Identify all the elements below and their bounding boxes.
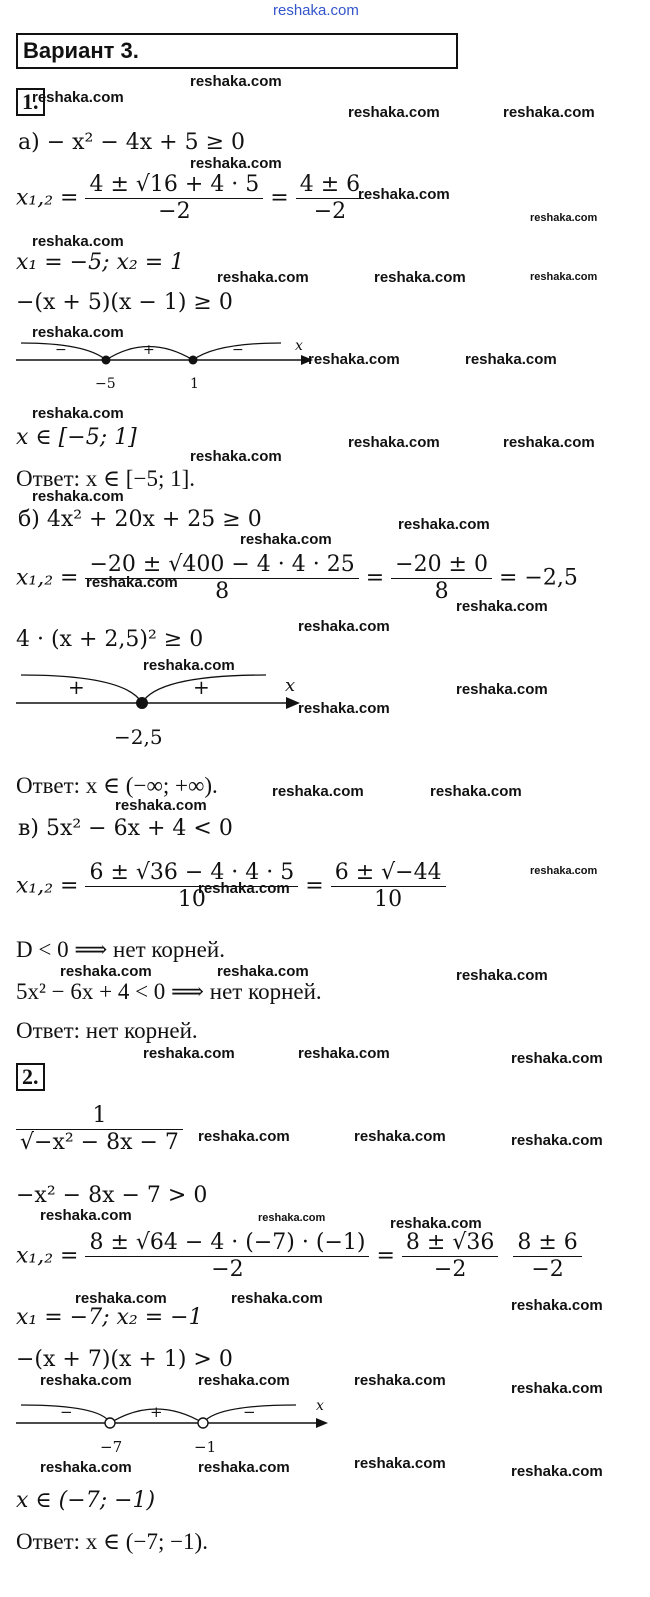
- point-label-1a-1: −5: [95, 376, 116, 392]
- watermark: reshaka.com: [298, 700, 390, 717]
- watermark: reshaka.com: [86, 574, 178, 591]
- task1a-factored: −(x + 5)(x − 1) ≥ 0: [16, 290, 233, 315]
- watermark: reshaka.com: [511, 1132, 603, 1149]
- task2-expression: [16, 1103, 183, 1156]
- fraction: $\frac{-20 \pm 0}{8}$: [391, 552, 492, 605]
- roots-label: x₁,₂ =: [16, 873, 79, 899]
- fraction: $\frac{8 \pm 6}{-2}$: [513, 1230, 581, 1283]
- task1b-result: = −2,5: [499, 565, 578, 591]
- task-number-1: 1.: [16, 88, 45, 116]
- variant-title: Вариант 3.: [23, 38, 139, 63]
- watermark: reshaka.com: [32, 324, 124, 341]
- task2-condition: −x² − 8x − 7 > 0: [16, 1183, 208, 1208]
- watermark: reshaka.com: [40, 1459, 132, 1476]
- watermark: reshaka.com: [348, 434, 440, 451]
- task2-roots: x₁ = −7; x₂ = −1: [16, 1305, 203, 1330]
- task2-answer: Ответ: x ∈ (−7; −1).: [16, 1529, 208, 1554]
- watermark: reshaka.com: [354, 1455, 446, 1472]
- watermark: reshaka.com: [272, 783, 364, 800]
- task1b-problem: б) 4x² + 20x + 25 ≥ 0: [18, 507, 262, 532]
- task1a-roots: x₁ = −5; x₂ = 1: [16, 250, 185, 275]
- task1b-roots-formula: x₁,₂ = $\frac{-20 \pm √400 - 4 \cdot 4 \cdot 25}{8}$ = $\frac{-20 \pm 0}{8}$ = −2,5: [16, 552, 578, 604]
- sign-1a-left: −: [55, 342, 67, 358]
- watermark: reshaka.com: [198, 880, 290, 897]
- watermark: reshaka.com: [198, 1459, 290, 1476]
- watermark: reshaka.com: [456, 598, 548, 615]
- sign-1a-mid: +: [143, 342, 155, 358]
- watermark: reshaka.com: [190, 448, 282, 465]
- axis-label-2: x: [316, 1398, 324, 1414]
- watermark: reshaka.com: [503, 104, 595, 121]
- task1b-answer: Ответ: x ∈ (−∞; +∞).: [16, 773, 218, 798]
- watermark: reshaka.com: [240, 531, 332, 548]
- task1c-problem: в) 5x² − 6x + 4 < 0: [18, 816, 233, 841]
- sign-1b-right: +: [193, 675, 210, 699]
- roots-label: x₁,₂ =: [16, 1243, 79, 1269]
- fraction: $\frac{4 \pm 6}{-2}$: [296, 172, 364, 225]
- watermark: reshaka.com: [32, 488, 124, 505]
- task1c-discriminant: D < 0 ⟹ нет корней.: [16, 937, 225, 962]
- watermark: reshaka.com: [354, 1128, 446, 1145]
- watermark: reshaka.com: [298, 1045, 390, 1062]
- watermark: reshaka.com: [390, 1215, 482, 1232]
- watermark: reshaka.com: [354, 1372, 446, 1389]
- site-header-link[interactable]: reshaka.com: [273, 2, 359, 19]
- roots-label: x₁,₂ =: [16, 185, 79, 211]
- watermark: reshaka.com: [530, 212, 598, 224]
- number-line-1b: [16, 670, 316, 730]
- watermark: reshaka.com: [217, 963, 309, 980]
- sign-2-mid: +: [150, 1403, 163, 1421]
- watermark: reshaka.com: [190, 73, 282, 90]
- watermark: reshaka.com: [511, 1297, 603, 1314]
- fraction: $\frac{6 \pm √36 - 4 \cdot 4 \cdot 5}{10}$: [85, 860, 298, 913]
- watermark: reshaka.com: [198, 1372, 290, 1389]
- watermark: reshaka.com: [190, 155, 282, 172]
- point-label-1a-2: 1: [190, 376, 199, 392]
- watermark: reshaka.com: [374, 269, 466, 286]
- fraction: $\frac{4 \pm √16 + 4 \cdot 5}{-2}$: [85, 172, 263, 225]
- watermark: reshaka.com: [511, 1380, 603, 1397]
- watermark: reshaka.com: [358, 186, 450, 203]
- point-label-2-2: −1: [194, 1438, 217, 1456]
- watermark: reshaka.com: [32, 405, 124, 422]
- task1c-answer: Ответ: нет корней.: [16, 1018, 198, 1043]
- task1c-conclusion: 5x² − 6x + 4 < 0 ⟹ нет корней.: [16, 979, 322, 1004]
- watermark: reshaka.com: [115, 797, 207, 814]
- task2-factored: −(x + 7)(x + 1) > 0: [16, 1347, 233, 1372]
- roots-label: x₁,₂ =: [16, 565, 79, 591]
- point-label-1b: −2,5: [114, 725, 163, 749]
- fraction: $\frac{8 \pm √36}{-2}$: [402, 1230, 498, 1283]
- fraction: $\frac{6 \pm √-44}{10}$: [331, 860, 446, 913]
- watermark: reshaka.com: [258, 1212, 326, 1224]
- sign-2-right: −: [243, 1403, 256, 1421]
- task2-solution: x ∈ (−7; −1): [16, 1488, 156, 1513]
- watermark: reshaka.com: [465, 351, 557, 368]
- point-label-2-1: −7: [100, 1438, 123, 1456]
- task2-roots-formula: x₁,₂ = $\frac{8 \pm √64 - 4 \cdot (-7) \cdot (-1)}{-2}$ = $\frac{8 \pm √36}{-2}$ $\frac{8 \pm 6}{-2}$: [16, 1230, 582, 1283]
- task1a-solution: x ∈ [−5; 1]: [16, 425, 137, 450]
- task-number-2: 2.: [16, 1063, 45, 1091]
- watermark: reshaka.com: [511, 1050, 603, 1067]
- watermark: reshaka.com: [143, 657, 235, 674]
- task1a-answer: Ответ: x ∈ [−5; 1].: [16, 466, 195, 491]
- watermark: reshaka.com: [308, 351, 400, 368]
- watermark: reshaka.com: [348, 104, 440, 121]
- watermark: reshaka.com: [143, 1045, 235, 1062]
- fraction: $\frac{8 \pm √64 - 4 \cdot (-7) \cdot (-1)}{-2}$: [85, 1230, 369, 1283]
- sign-2-left: −: [60, 1403, 73, 1421]
- watermark: reshaka.com: [430, 783, 522, 800]
- watermark: reshaka.com: [40, 1207, 132, 1224]
- watermark: reshaka.com: [60, 963, 152, 980]
- watermark: reshaka.com: [75, 1290, 167, 1307]
- watermark: reshaka.com: [511, 1463, 603, 1480]
- watermark: reshaka.com: [398, 516, 490, 533]
- task1c-roots-formula: x₁,₂ = $\frac{6 \pm √36 - 4 \cdot 4 \cdot 5}{10}$ = $\frac{6 \pm √-44}{10}$: [16, 860, 446, 913]
- watermark: reshaka.com: [32, 89, 124, 106]
- watermark: reshaka.com: [231, 1290, 323, 1307]
- axis-label-1b: x: [285, 675, 296, 696]
- watermark: reshaka.com: [32, 233, 124, 250]
- watermark: reshaka.com: [503, 434, 595, 451]
- fraction: $\frac{1}{\text{√−x² − 8x − 7}}$: [16, 1103, 183, 1156]
- watermark: reshaka.com: [217, 269, 309, 286]
- sign-1a-right: −: [232, 342, 244, 358]
- watermark: reshaka.com: [530, 271, 598, 283]
- watermark: reshaka.com: [456, 967, 548, 984]
- watermark: reshaka.com: [40, 1372, 132, 1389]
- sign-1b-left: +: [68, 675, 85, 699]
- task1a-roots-formula: x₁,₂ = $\frac{4 \pm √16 + 4 \cdot 5}{-2}$ = $\frac{4 \pm 6}{-2}$: [16, 172, 364, 225]
- watermark: reshaka.com: [298, 618, 390, 635]
- task1a-problem: а) − x² − 4x + 5 ≥ 0: [18, 130, 246, 155]
- watermark: reshaka.com: [198, 1128, 290, 1145]
- fraction: $\frac{-20 \pm √400 - 4 \cdot 4 \cdot 25}{8}$: [85, 552, 358, 605]
- task1b-factored: 4 · (x + 2,5)² ≥ 0: [16, 627, 204, 652]
- watermark: reshaka.com: [456, 681, 548, 698]
- watermark: reshaka.com: [530, 865, 598, 877]
- axis-label-1a: x: [295, 338, 303, 354]
